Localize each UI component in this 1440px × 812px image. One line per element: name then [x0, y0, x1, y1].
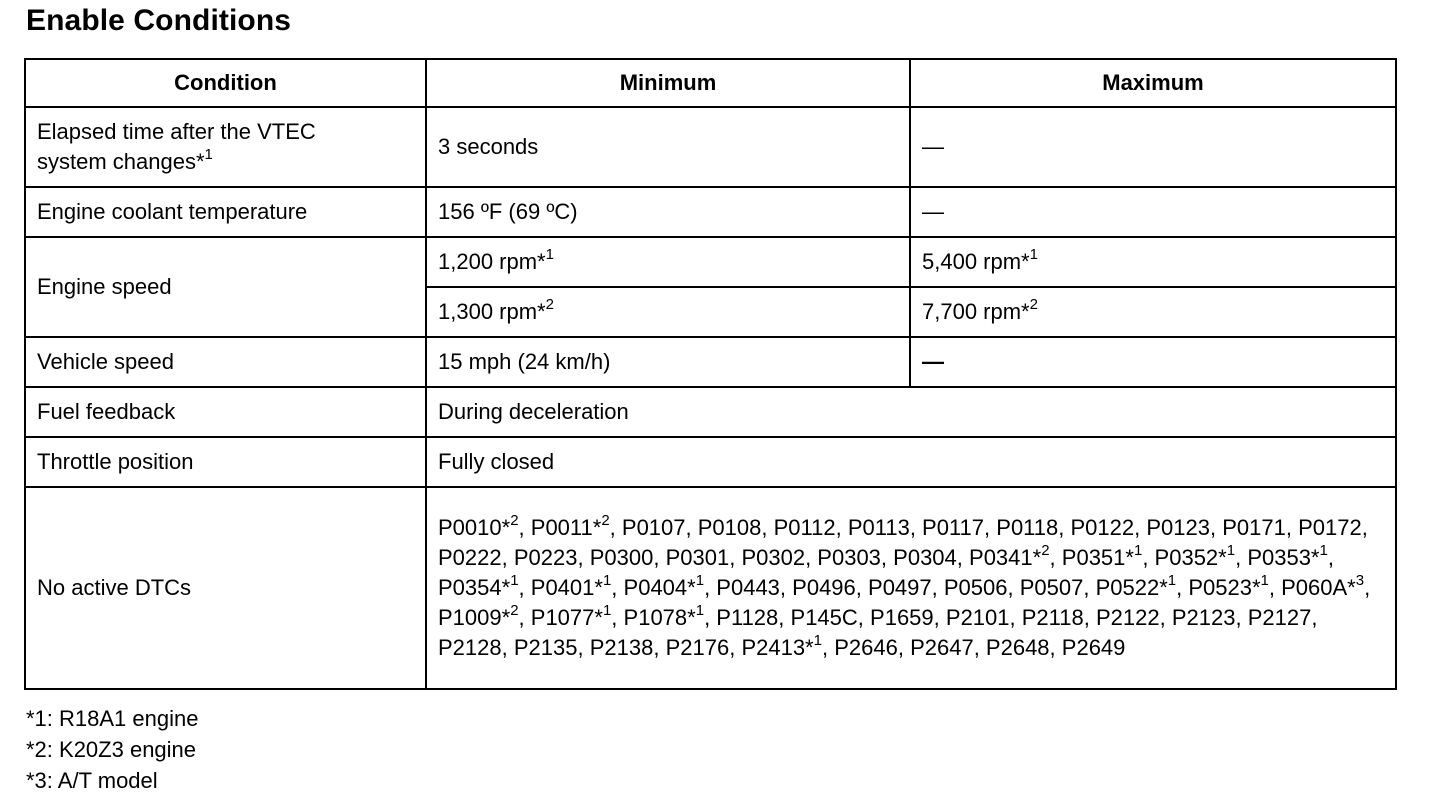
max-vehicle-speed: — [910, 337, 1396, 387]
condition-vtec [25, 107, 426, 187]
dtc-code: P0302 [741, 545, 806, 570]
dtc-code: P0341*$^2$ [969, 541, 1050, 570]
dtc-code: P1128 [716, 605, 779, 630]
dtc-code: P1009*$^2$ [438, 601, 519, 630]
footnote-ref: 3 [1355, 571, 1365, 589]
dtc-code: P0300 [589, 545, 654, 570]
dtc-code: P0118 [996, 515, 1059, 540]
table-row-fuel-feedback [25, 387, 1396, 437]
min-vehicle-speed: 15 mph (24 km/h) [426, 337, 910, 387]
footnote-ref: 1 [602, 571, 612, 589]
dtc-code: P0122 [1070, 515, 1135, 540]
dtc-code: P2123 [1171, 605, 1236, 630]
footnote-ref: 2 [601, 511, 610, 529]
dtc-code: P0304 [893, 545, 957, 570]
footnote-ref: 1 [1029, 245, 1038, 263]
dtc-code: P2127 [1247, 605, 1312, 630]
condition-engine-speed: Engine speed [25, 237, 426, 337]
dtc-code: P0506 [943, 575, 1008, 600]
dtc-code: P2118 [1021, 605, 1084, 630]
dtc-code: P0353*$^1$ [1247, 541, 1328, 570]
dtc-code: P0352*$^1$ [1154, 541, 1236, 570]
dtc-code: P0351*$^1$ [1061, 541, 1143, 570]
dtc-code: P2135 [513, 635, 578, 660]
dtc-code: P2122 [1095, 605, 1160, 630]
dtc-code: P2413*$^1$ [741, 631, 822, 660]
dtc-code: P0303 [817, 545, 881, 570]
dtc-code-list: P0010*$^2$, P0011*$^2$, P0107, P0108, P0112, P0113, P0117, P0118, P0122, P0123, P0171, P0172, P0222, P0223, P0300, P0301, P0302, P0303, P0304, P0341*$^2$, P0351*$^1$, P0352*$^1$, P0353*$^1$, P0354*$^1$, P0401*$^1$, P0404*$^1$, P0443, P0496, P0497, P0506, P0507, P0522*$^1$, P0523*$^1$, P060A*$^3$, P1009*$^2$, P1077*$^1$, P1078*$^1$, P1128, P145C, P1659, P2101, P2118, P2122, P2123, P2127, P2128, P2135, P2138, P2176, P2413*$^1$, P2646, P2647, P2648, P2649 [426, 487, 1396, 689]
footnote-ref: 1 [1133, 541, 1143, 559]
footnote-3: *3: A/T model [26, 768, 158, 793]
dtc-code: P0222 [438, 545, 502, 570]
dtc-code: P1077*$^1$ [530, 601, 612, 630]
footnotes [26, 703, 198, 796]
dtc-code: P0507 [1019, 575, 1084, 600]
min-coolant: 156 ºF (69 ºC) [426, 187, 910, 237]
min-engine-speed-k20z3 [426, 287, 910, 337]
condition-throttle: Throttle position [25, 437, 426, 487]
dtc-code: P0108 [697, 515, 762, 540]
dtc-code: P1659 [870, 605, 934, 630]
max-engine-speed-k20z3-value: 7,700 rpm* [922, 299, 1030, 324]
dtc-code: P2649 [1061, 635, 1126, 660]
dtc-code: P0443 [716, 575, 780, 600]
dtc-code: P0172 [1298, 515, 1362, 540]
footnote-2: *2: K20Z3 engine [26, 737, 197, 762]
min-vtec: 3 seconds [426, 107, 910, 187]
footnote-ref: 1 [1167, 571, 1177, 589]
dtc-code: P0011*$^2$ [530, 511, 610, 540]
max-engine-speed-r18a1-value: 5,400 rpm* [922, 249, 1030, 274]
min-engine-speed-r18a1 [426, 237, 910, 287]
dtc-code: P0171 [1222, 515, 1286, 540]
min-engine-speed-k20z3-value: 1,300 rpm* [438, 299, 546, 324]
footnote-ref: 1 [510, 571, 519, 589]
footnote-ref: 1 [602, 601, 612, 619]
table-row-vtec [25, 107, 1396, 187]
dtc-code: P0401*$^1$ [530, 571, 612, 600]
dtc-code: P0112 [773, 515, 836, 540]
table-row-vehicle-speed [25, 337, 1396, 387]
dtc-code: P0107 [621, 515, 686, 540]
value-fuel-feedback: During deceleration [426, 387, 1396, 437]
max-vtec: — [910, 107, 1396, 187]
footnote-ref: 2 [545, 295, 554, 313]
enable-conditions-table [24, 58, 1397, 690]
header-minimum: Minimum [426, 59, 910, 107]
dtc-code: P0010*$^2$ [438, 511, 519, 540]
dtc-code: P0354*$^1$ [438, 571, 519, 600]
footnote-ref: 2 [510, 511, 519, 529]
dtc-code: P0223 [513, 545, 578, 570]
vtec-label-line2: system changes* [37, 149, 205, 174]
footnote-ref: 1 [1319, 541, 1328, 559]
header-condition: Condition [25, 59, 426, 107]
vtec-label-line1: Elapsed time after the VTEC [37, 119, 316, 144]
table-row-engine-speed-r18a1 [25, 237, 1396, 287]
dtc-code: P0301 [665, 545, 730, 570]
footnote-ref: 1 [695, 571, 705, 589]
footnote-ref: 1 [1226, 541, 1236, 559]
footnote-ref: 2 [510, 601, 519, 619]
footnote-ref: 1 [545, 245, 554, 263]
dtc-code: P0523*$^1$ [1188, 571, 1269, 600]
footnote-1: *1: R18A1 engine [26, 706, 199, 731]
dtc-code: P2128 [438, 635, 502, 660]
dtc-code: P145C [790, 605, 858, 630]
dtc-code: P1078*$^1$ [623, 601, 705, 630]
max-engine-speed-r18a1 [910, 237, 1396, 287]
value-throttle: Fully closed [426, 437, 1396, 487]
dtc-code: P060A*$^3$ [1281, 571, 1365, 600]
min-engine-speed-r18a1-value: 1,200 rpm* [438, 249, 546, 274]
dtc-code: P0497 [868, 575, 932, 600]
footnote-ref: 1 [1260, 571, 1269, 589]
dtc-code: P0113 [847, 515, 910, 540]
dtc-code: P2176 [665, 635, 730, 660]
dtc-code: P0522*$^1$ [1095, 571, 1177, 600]
dtc-code: P2101 [945, 605, 1010, 630]
page-title: Enable Conditions [26, 4, 292, 37]
dtc-code: P2647 [910, 635, 974, 660]
dtc-code: P2648 [985, 635, 1050, 660]
condition-dtcs: No active DTCs [25, 487, 426, 689]
condition-vehicle-speed: Vehicle speed [25, 337, 426, 387]
footnote-ref: 2 [1029, 295, 1038, 313]
vtec-footnote-ref: 1 [204, 145, 213, 163]
dtc-code: P0404*$^1$ [623, 571, 705, 600]
max-coolant: — [910, 187, 1396, 237]
dtc-code: P0496 [792, 575, 856, 600]
max-engine-speed-k20z3 [910, 287, 1396, 337]
header-maximum: Maximum [910, 59, 1396, 107]
dtc-code: P2138 [589, 635, 654, 660]
footnote-ref: 1 [695, 601, 705, 619]
footnote-ref: 2 [1041, 541, 1050, 559]
dtc-code: P0123 [1146, 515, 1210, 540]
condition-fuel-feedback: Fuel feedback [25, 387, 426, 437]
footnote-ref: 1 [813, 631, 822, 649]
condition-coolant: Engine coolant temperature [25, 187, 426, 237]
table-row-dtcs [25, 487, 1396, 689]
dtc-code: P2646 [834, 635, 898, 660]
table-header-row [25, 59, 1396, 107]
table-row-coolant [25, 187, 1396, 237]
dtc-code: P0117 [922, 515, 985, 540]
table-row-throttle [25, 437, 1396, 487]
